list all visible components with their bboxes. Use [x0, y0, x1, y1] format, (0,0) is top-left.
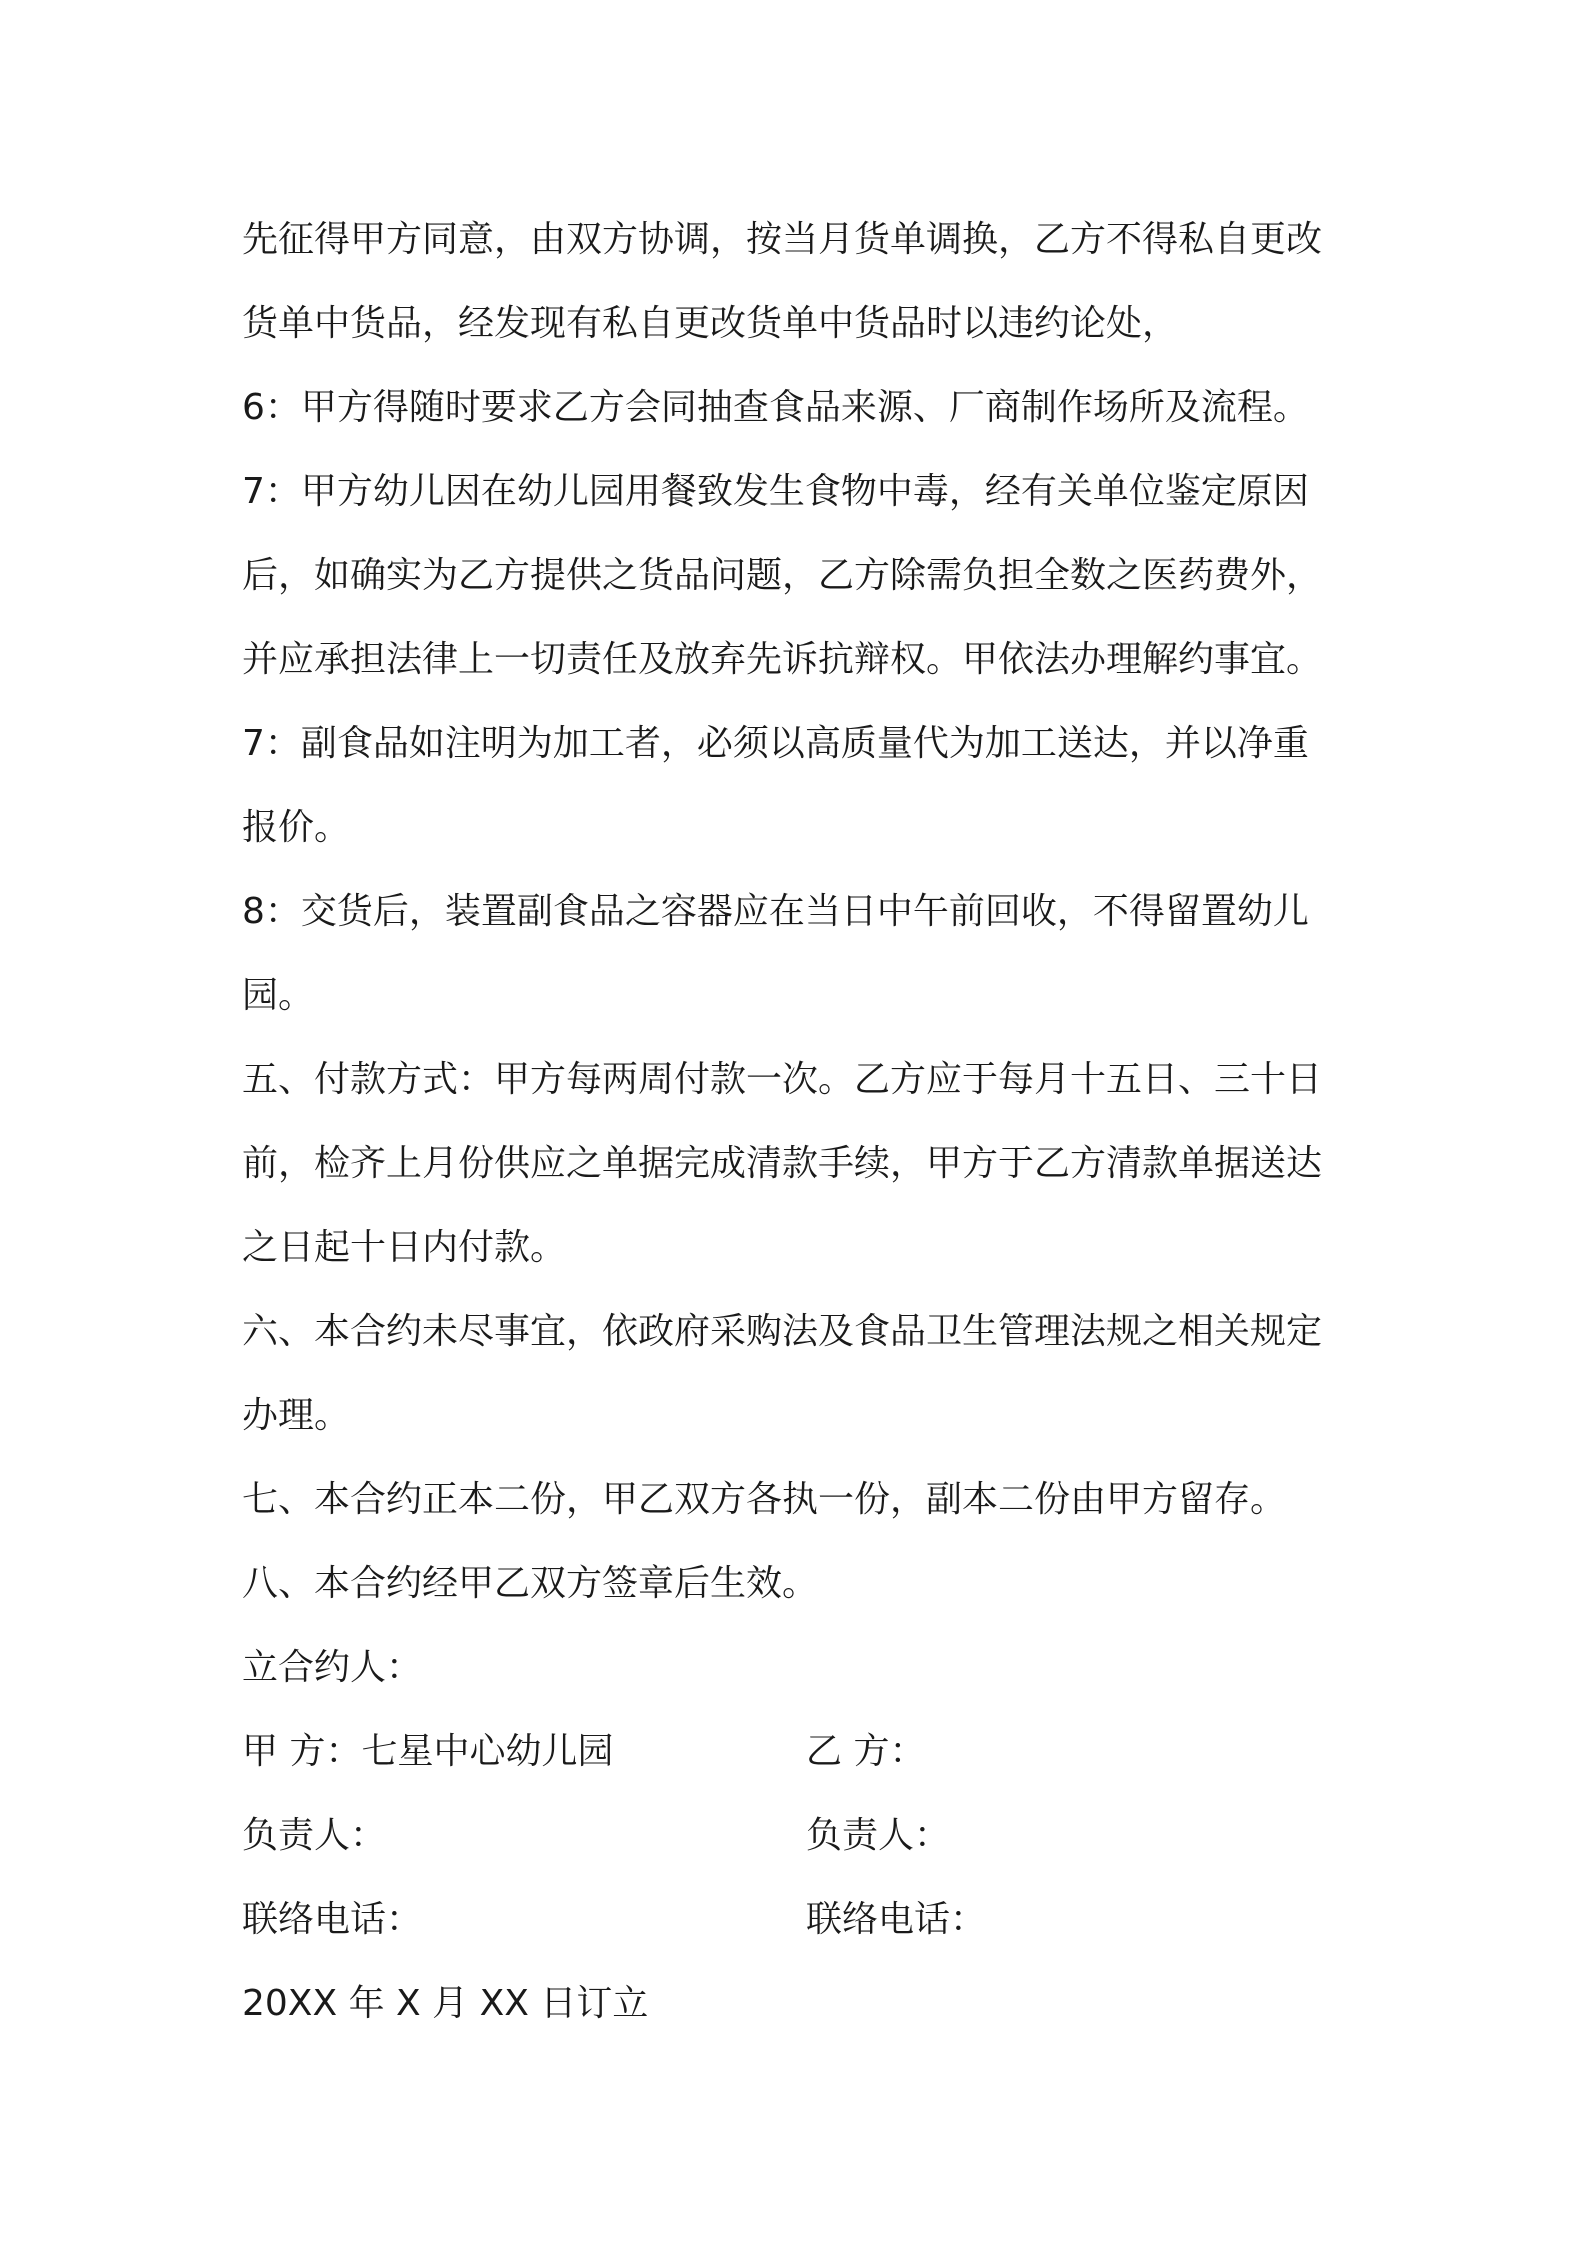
section-8: 八、本合约经甲乙双方签章后生效。: [242, 1563, 819, 1604]
responsible-b-label: 负责人：: [806, 1815, 951, 1856]
responsible-a-label: 负责人：: [242, 1815, 387, 1856]
party-b-label: 乙 方：: [806, 1731, 926, 1772]
contract-date: 20XX 年 X 月 XX 日订立: [242, 1983, 649, 2024]
signature-row-phone: [242, 1878, 1362, 1962]
signature-row-party: [242, 1710, 1362, 1794]
phone-a-label: 联络电话：: [242, 1899, 423, 1940]
contract-body: [242, 198, 1362, 2046]
signatories-heading: 立合约人：: [242, 1647, 423, 1688]
body-line: 前，检齐上月份供应之单据完成清款手续，甲方于乙方清款单据送达: [242, 1143, 1323, 1184]
party-a-label: 甲 方：七星中心幼儿园: [242, 1731, 614, 1772]
body-line: 后，如确实为乙方提供之货品问题，乙方除需负担全数之医药费外，: [242, 555, 1323, 596]
body-line: 货单中货品，经发现有私自更改货单中货品时以违约论处，: [242, 303, 1179, 344]
phone-b-label: 联络电话：: [806, 1899, 987, 1940]
body-line: 办理。: [242, 1395, 351, 1436]
body-line: 并应承担法律上一切责任及放弃先诉抗辩权。甲依法办理解约事宜。: [242, 639, 1323, 680]
signature-row-responsible: [242, 1794, 1362, 1878]
clause-6: 6：甲方得随时要求乙方会同抽查食品来源、厂商制作场所及流程。: [242, 387, 1309, 428]
body-line: 报价。: [242, 807, 351, 848]
clause-7-processing: 7：副食品如注明为加工者，必须以高质量代为加工送达，并以净重: [242, 723, 1309, 764]
section-7: 七、本合约正本二份，甲乙双方各执一份，副本二份由甲方留存。: [242, 1479, 1287, 1520]
clause-7-food-poisoning: 7：甲方幼儿因在幼儿园用餐致发生食物中毒，经有关单位鉴定原因: [242, 471, 1309, 512]
section-6: 六、本合约未尽事宜，依政府采购法及食品卫生管理法规之相关规定: [242, 1311, 1323, 1352]
body-line: 先征得甲方同意，由双方协调，按当月货单调换，乙方不得私自更改: [242, 219, 1323, 260]
body-line: 之日起十日内付款。: [242, 1227, 567, 1268]
clause-8: 8：交货后，装置副食品之容器应在当日中午前回收，不得留置幼儿: [242, 891, 1309, 932]
body-line: 园。: [242, 975, 315, 1016]
section-5-payment: 五、付款方式：甲方每两周付款一次。乙方应于每月十五日、三十日: [242, 1059, 1323, 1100]
